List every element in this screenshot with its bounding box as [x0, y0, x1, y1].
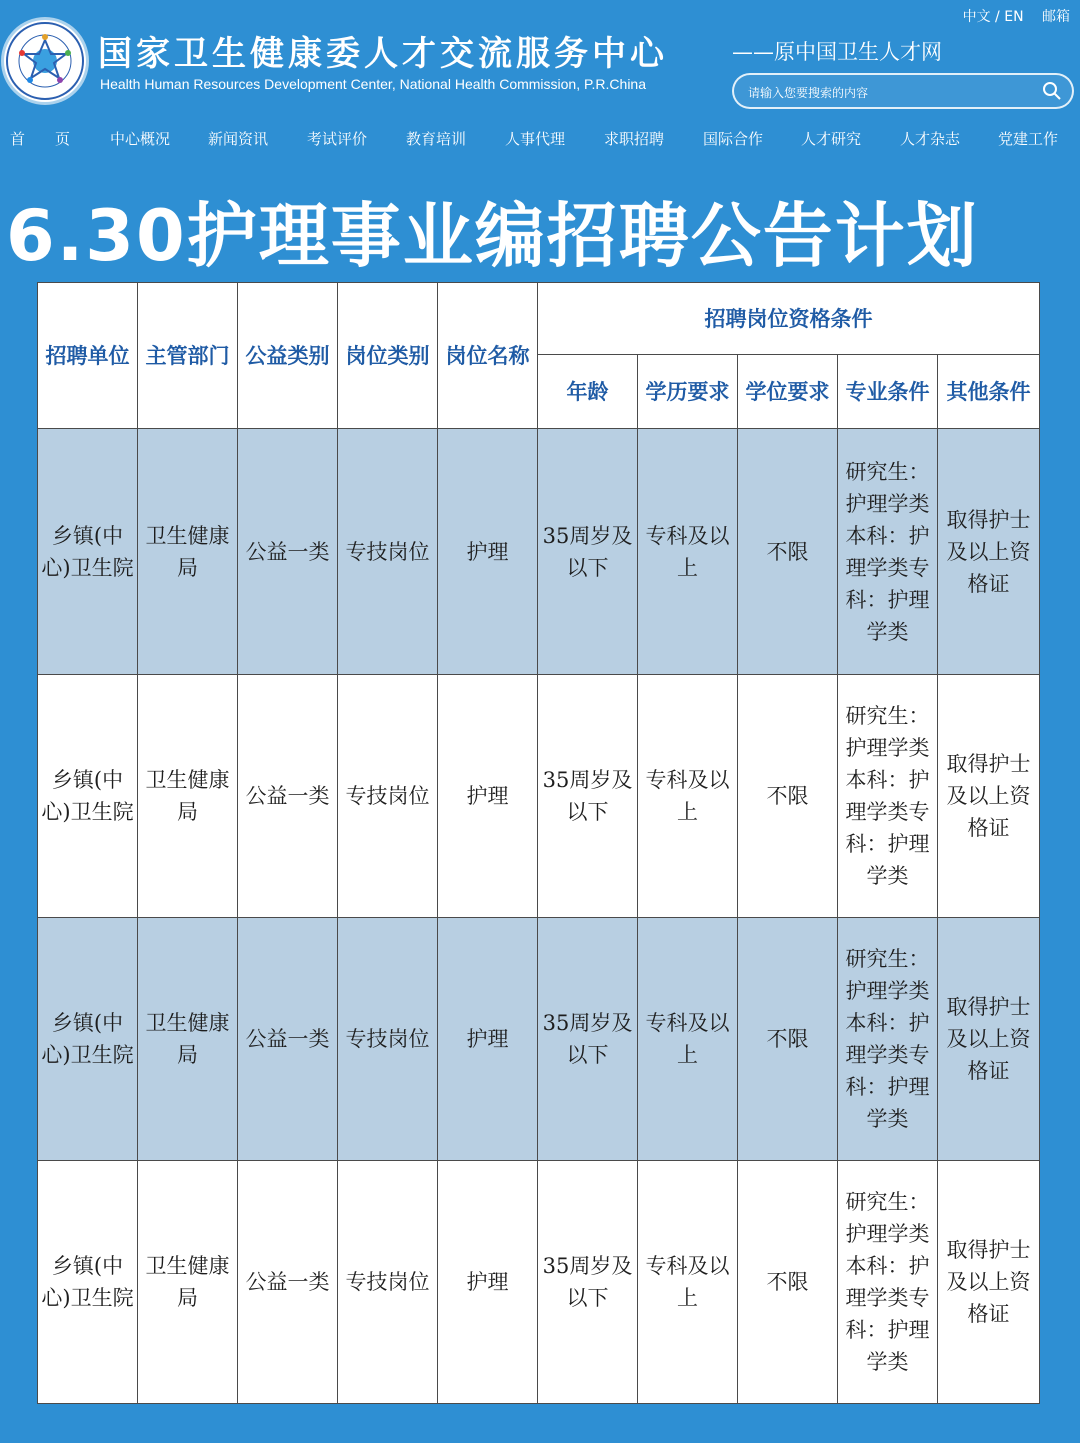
nav-item-news[interactable]: 新闻资讯 — [208, 130, 269, 148]
col-header-degree: 学位要求 — [738, 355, 838, 429]
cell-age: 35周岁及以下 — [538, 429, 638, 675]
cell-education: 专科及以上 — [638, 429, 738, 675]
col-header-post-name: 岗位名称 — [438, 283, 538, 429]
cell-other: 取得护士及以上资格证 — [938, 918, 1040, 1161]
cell-degree: 不限 — [738, 1161, 838, 1404]
mail-link[interactable]: 邮箱 — [1042, 9, 1070, 25]
cell-degree: 不限 — [738, 918, 838, 1161]
group-header-qualifications: 招聘岗位资格条件 — [538, 283, 1040, 355]
cell-post-type: 专技岗位 — [338, 1161, 438, 1404]
table-row — [38, 675, 1040, 918]
org-name-en: Health Human Resources Development Center, National Health Commission, P.R.China — [100, 76, 646, 92]
cell-post-type: 专技岗位 — [338, 429, 438, 675]
col-header-dept: 主管部门 — [138, 283, 238, 429]
col-header-major: 专业条件 — [838, 355, 938, 429]
site-header — [0, 0, 1080, 110]
cell-post-name: 护理 — [438, 1161, 538, 1404]
col-header-category: 公益类别 — [238, 283, 338, 429]
cell-education: 专科及以上 — [638, 918, 738, 1161]
cell-education: 专科及以上 — [638, 1161, 738, 1404]
cell-unit: 乡镇(中心)卫生院 — [38, 429, 138, 675]
cell-dept: 卫生健康局 — [138, 1161, 238, 1404]
cell-unit: 乡镇(中心)卫生院 — [38, 918, 138, 1161]
nav-item-magazine[interactable]: 人才杂志 — [900, 130, 961, 148]
cell-age: 35周岁及以下 — [538, 675, 638, 918]
cell-degree: 不限 — [738, 429, 838, 675]
col-header-other: 其他条件 — [938, 355, 1040, 429]
search-box[interactable] — [732, 73, 1074, 109]
cell-other: 取得护士及以上资格证 — [938, 429, 1040, 675]
cell-other: 取得护士及以上资格证 — [938, 675, 1040, 918]
nav-item-party[interactable]: 党建工作 — [998, 130, 1059, 148]
cell-dept: 卫生健康局 — [138, 918, 238, 1161]
cell-post-name: 护理 — [438, 918, 538, 1161]
cell-age: 35周岁及以下 — [538, 1161, 638, 1404]
nav-item-home[interactable]: 首 页 — [10, 130, 71, 148]
nav-item-international[interactable]: 国际合作 — [703, 130, 764, 148]
cell-category: 公益一类 — [238, 429, 338, 675]
cell-category: 公益一类 — [238, 1161, 338, 1404]
nav-item-research[interactable]: 人才研究 — [801, 130, 862, 148]
cell-post-type: 专技岗位 — [338, 675, 438, 918]
nav-item-about[interactable]: 中心概况 — [110, 130, 171, 148]
nav-item-exams[interactable]: 考试评价 — [307, 130, 368, 148]
recruitment-table — [37, 282, 1040, 1404]
cell-category: 公益一类 — [238, 675, 338, 918]
cell-major: 研究生：护理学类本科：护理学类专科：护理学类 — [838, 429, 938, 675]
cell-other: 取得护士及以上资格证 — [938, 1161, 1040, 1404]
cell-major: 研究生：护理学类本科：护理学类专科：护理学类 — [838, 1161, 938, 1404]
cell-post-type: 专技岗位 — [338, 918, 438, 1161]
search-icon[interactable] — [1042, 81, 1062, 101]
cell-age: 35周岁及以下 — [538, 918, 638, 1161]
cell-major: 研究生：护理学类本科：护理学类专科：护理学类 — [838, 918, 938, 1161]
cell-degree: 不限 — [738, 675, 838, 918]
cell-post-name: 护理 — [438, 429, 538, 675]
top-links — [949, 6, 1070, 26]
nav-item-personnel[interactable]: 人事代理 — [505, 130, 566, 148]
col-header-age: 年龄 — [538, 355, 638, 429]
table-row — [38, 918, 1040, 1161]
col-header-unit: 招聘单位 — [38, 283, 138, 429]
page-headline: 6.30护理事业编招聘公告计划 — [6, 195, 979, 277]
org-name-cn: 国家卫生健康委人才交流服务中心 — [98, 34, 668, 74]
main-nav — [0, 128, 1080, 152]
col-header-education: 学历要求 — [638, 355, 738, 429]
cell-major: 研究生：护理学类本科：护理学类专科：护理学类 — [838, 675, 938, 918]
site-tagline: ——原中国卫生人才网 — [732, 40, 942, 64]
cell-dept: 卫生健康局 — [138, 429, 238, 675]
table-row — [38, 1161, 1040, 1404]
nav-item-training[interactable]: 教育培训 — [406, 130, 467, 148]
cell-category: 公益一类 — [238, 918, 338, 1161]
cell-post-name: 护理 — [438, 675, 538, 918]
cell-education: 专科及以上 — [638, 675, 738, 918]
col-header-post-type: 岗位类别 — [338, 283, 438, 429]
org-logo[interactable] — [4, 20, 86, 102]
nav-item-jobs[interactable]: 求职招聘 — [604, 130, 665, 148]
search-input[interactable]: 请输入您要搜索的内容 — [748, 86, 869, 100]
cell-dept: 卫生健康局 — [138, 675, 238, 918]
table-row — [38, 429, 1040, 675]
cell-unit: 乡镇(中心)卫生院 — [38, 675, 138, 918]
cell-unit: 乡镇(中心)卫生院 — [38, 1161, 138, 1404]
language-switch-link[interactable]: 中文 / EN — [962, 9, 1024, 25]
